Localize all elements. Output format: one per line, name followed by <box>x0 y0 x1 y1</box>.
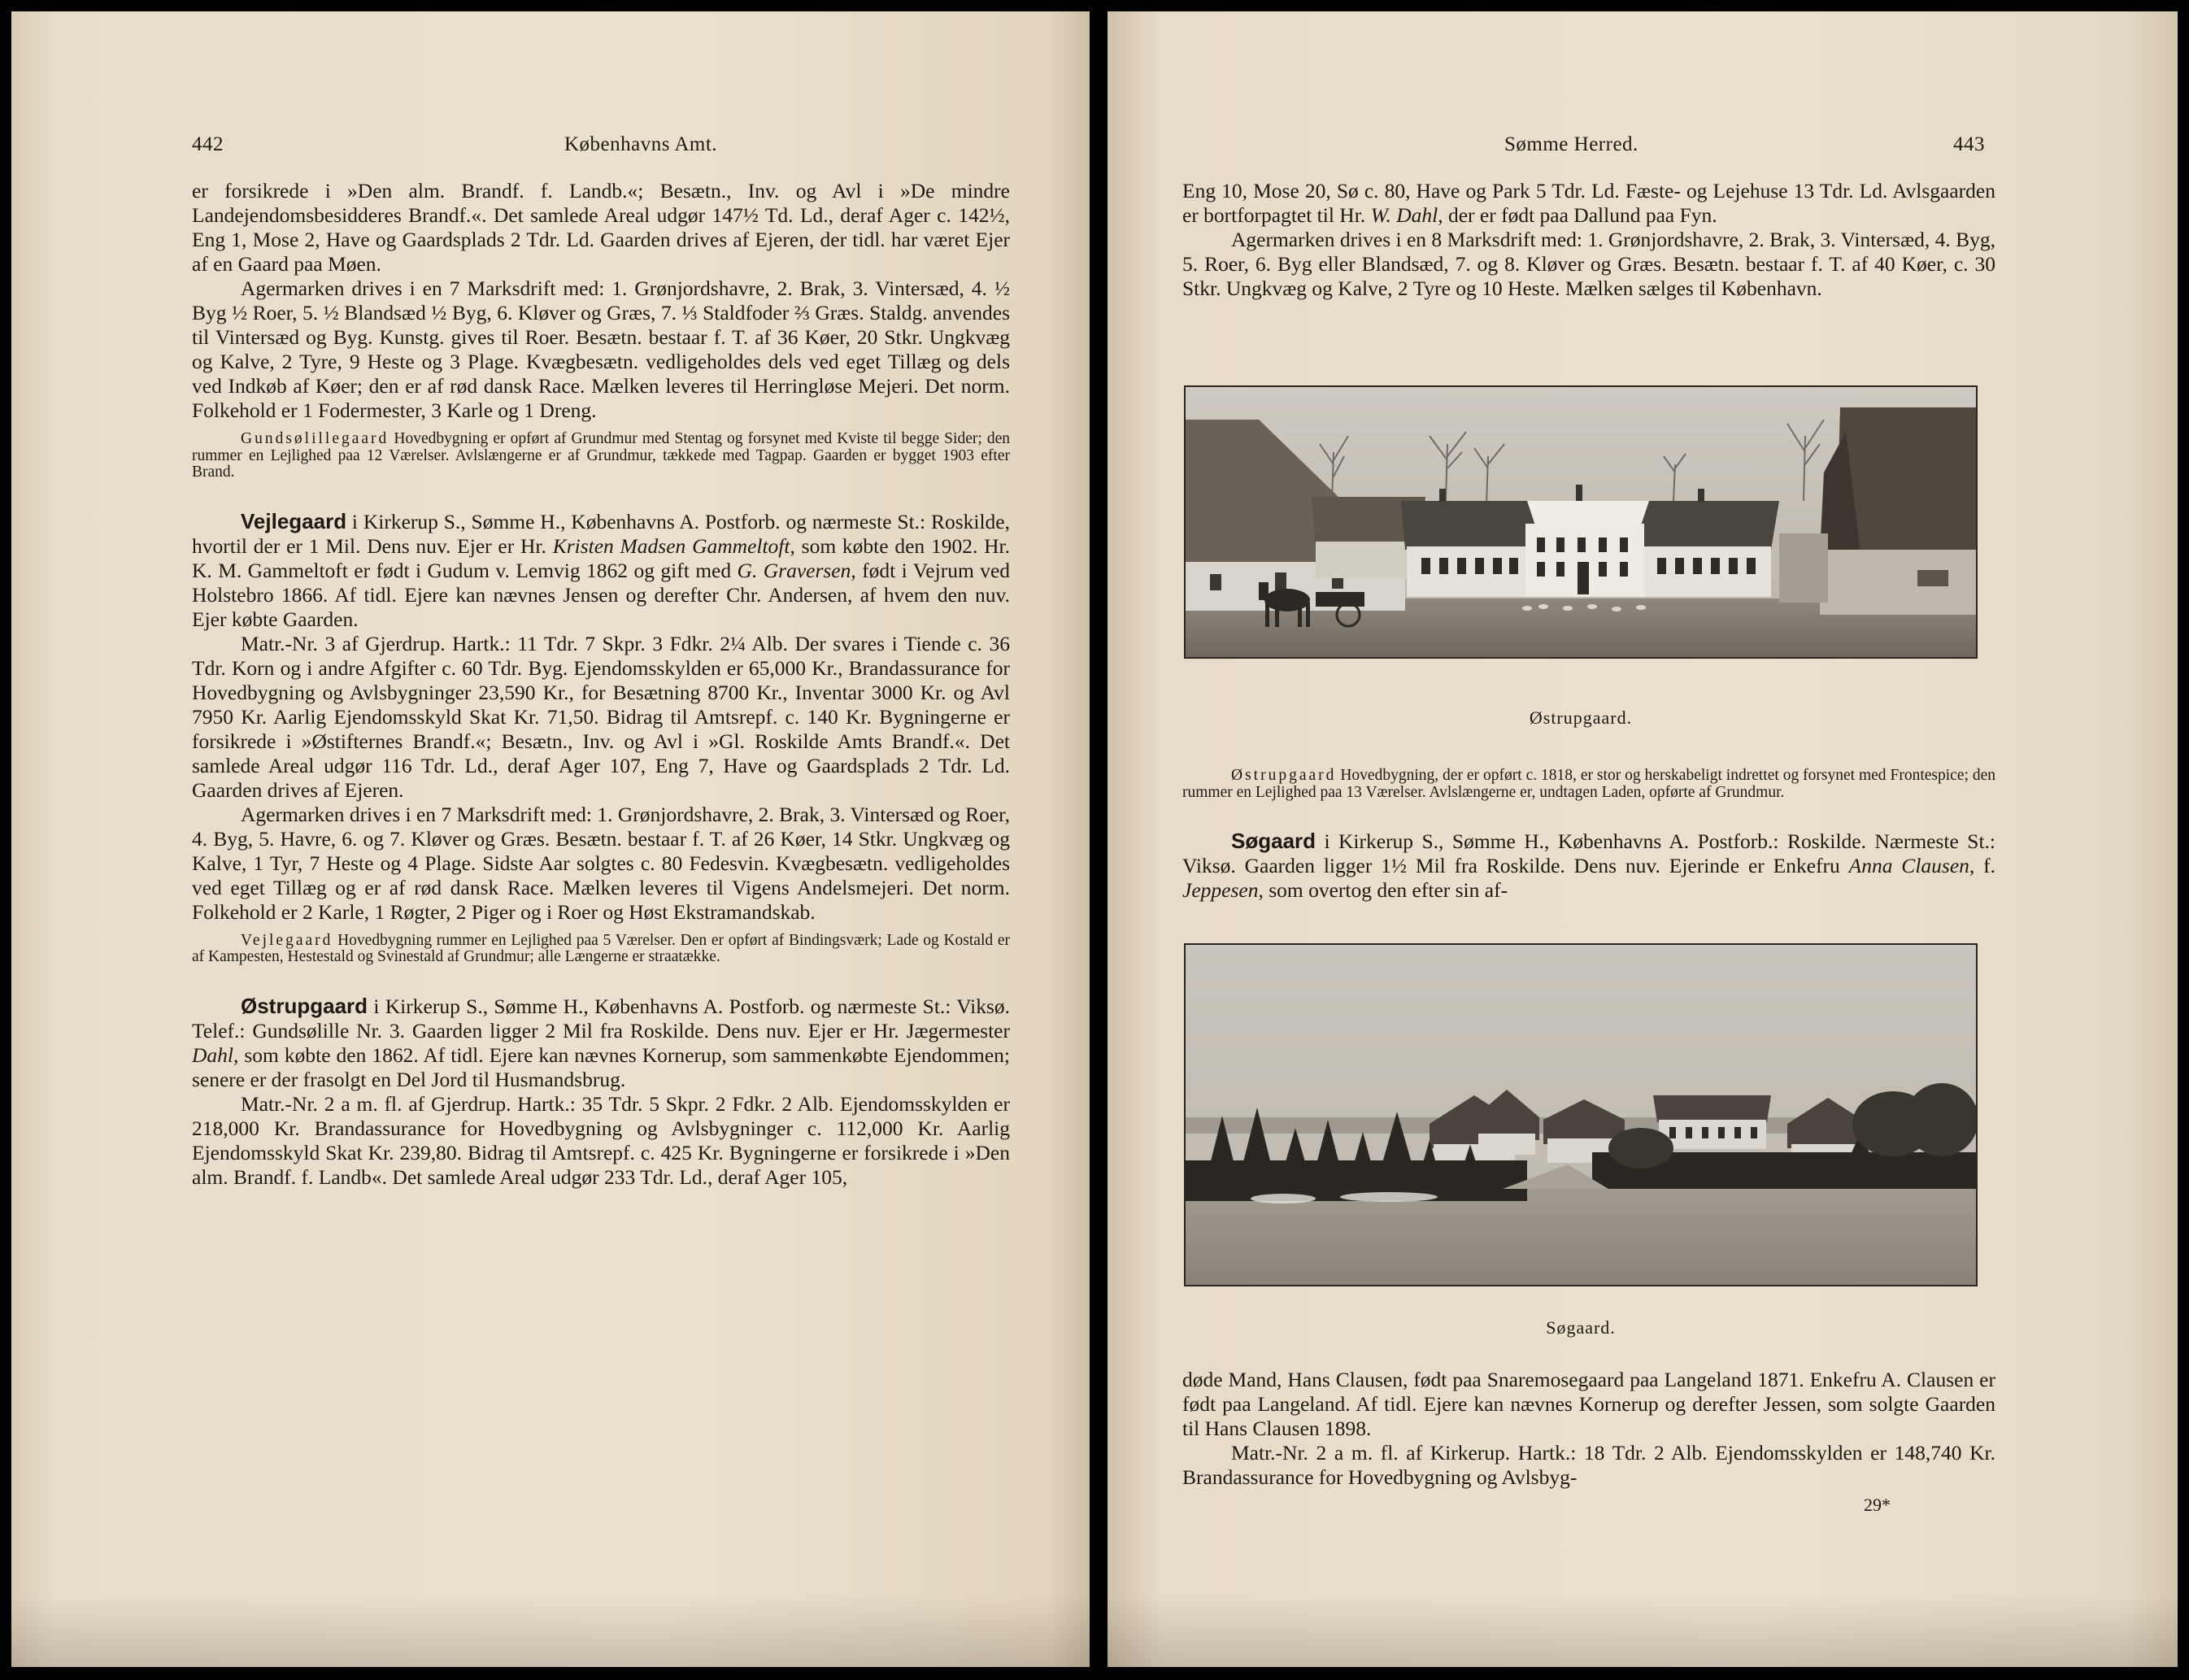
paragraph: Matr.-Nr. 2 a m. fl. af Gjerdrup. Hartk.: 35 Tdr. 5 Skpr. 2 Fdkr. 2 Alb. Ejendomsskylden er 218,000 Kr. Brandassurance for Hovedbygning og Avlsbygninger c. 112,000 Kr. Aarlig Ejendomsskyld Skat Kr. 239,80. Bidrag til Amtsrepf. c. 425 Kr. Bygningerne er forsikrede i »Den alm. Brandf. f. Landb«. Det samlede Areal udgør 233 Tdr. Ld., deraf Ager 105, <box>192 1091 1010 1189</box>
paragraph: Agermarken drives i en 7 Marksdrift med: 1. Grønjordshavre, 2. Brak, 3. Vintersæd og Roer, 4. Byg, 5. Havre, 6. og 7. Kløver og Græs. Besætn. bestaar f. T. af 26 Køer, 14 Stkr. Ungkvæg og Kalve, 1 Tyr, 7 Heste og 4 Plage. Sidste Aar solgtes c. 80 Fedesvin. Kvægbesætn. vedligeholdes ved eget Tillæg og er af rød dansk Race. Mælken leveres til Vigens Andelsmejeri. Det norm. Folkehold er 2 Karle, 1 Røgter, 2 Piger og i Roer og Høst Ekstramandskab. <box>192 802 1010 924</box>
owner-name: Dahl <box>192 1042 233 1067</box>
entry-text: i Kirkerup S., Sømme H., Københavns A. Postforb.: Roskilde. Nærmeste St.: Viksø. Gaarden ligger 1½ Mil fra Roskilde. Dens nuv. Ejerinde er Enkefru <box>1182 829 1995 877</box>
note-text: Hovedbygning rummer en Lejlighed paa 5 Værelser. Den er opført af Bindingsværk; Lade og Kostald er af Kampesten, Hestestald og Svinestald af Grundmur; alle Længerne er straatække. <box>192 931 1010 965</box>
owner-name: Kristen Madsen Gammeltoft <box>552 533 790 558</box>
building-note <box>192 933 1010 966</box>
paragraph: døde Mand, Hans Clausen, født paa Snaremosegaard paa Langeland 1871. Enkefru A. Clausen er født paa Langeland. Af tidl. Ejere kan nævnes Kornerup og derefter Jessen, som solgte Gaarden til Hans Clausen 1898. <box>1182 1368 1995 1440</box>
text: Eng 10, Mose 20, Sø c. 80, Have og Park 5 Tdr. Ld. Fæste- og Lejehuse 13 Tdr. Ld. Avlsgaarden er bortforpagtet til Hr. <box>1182 179 1995 227</box>
left-page <box>11 11 1090 1667</box>
photo-caption: Søgaard. <box>1546 1317 1616 1338</box>
photo-sogaard <box>1184 943 1978 1286</box>
photo-ostrupgaard <box>1184 385 1978 659</box>
farm-name: Vejlegaard <box>241 931 333 949</box>
note-text: Hovedbygning, der er opført c. 1818, er stor og herskabeligt indrettet og forsynet med Frontespice; den rummer en Lejlighed paa 13 Værelser. Avlslængerne er, undtagen Laden, opførte af Grundmur. <box>1182 767 1995 801</box>
entry-heading: Østrupgaard <box>241 993 368 1018</box>
owner-name: Anna Clausen <box>1848 854 1969 877</box>
entry-heading: Søgaard <box>1231 829 1316 853</box>
photo-caption: Østrupgaard. <box>1529 707 1633 728</box>
right-page <box>1108 11 2178 1667</box>
page-number: 442 <box>192 133 224 155</box>
running-head: Københavns Amt. <box>564 133 718 155</box>
page-number: 443 <box>1953 133 1985 155</box>
building-note <box>192 431 1010 481</box>
entry-heading: Vejlegaard <box>241 508 347 533</box>
farmyard-photo <box>1186 387 1976 657</box>
farm-name: Østrupgaard <box>1231 767 1337 784</box>
entry-text: i Kirkerup S., Sømme H., Københavns A. Postforb. og nærmeste St.: Roskilde, hvortil der er 1 Mil. Dens nuv. Ejer er Hr. <box>192 509 1010 558</box>
entry-text: , som købte den 1902. Hr. K. M. Gammeltoft er født i Gudum v. Lemvig 1862 og gift med <box>192 533 1010 582</box>
landscape-photo <box>1186 945 1976 1285</box>
entry-text: , som købte den 1862. Af tidl. Ejere kan nævnes Kornerup, som sammenkøbte Ejendommen; senere er der frasolgt en Del Jord til Husmandsbrug. <box>192 1042 1010 1091</box>
tenant-name: W. Dahl <box>1370 203 1438 227</box>
entry-text: i Kirkerup S., Sømme H., Københavns A. Postforb. og nærmeste St.: Viksø. Telef.: Gundsølille Nr. 3. Gaarden ligger 2 Mil fra Roskilde. Dens nuv. Ejer er Hr. Jægermester <box>192 994 1010 1042</box>
entry-text: , som overtog den efter sin af- <box>1258 878 1508 902</box>
paragraph: Agermarken drives i en 8 Marksdrift med: 1. Grønjordshavre, 2. Brak, 3. Vintersæd, 4. Byg, 5. Roer, 6. Byg eller Blandsæd, 7. og 8. Kløver og Græs. Besætn. bestaar f. T. af 40 Køer, c. 30 Stkr. Ungkvæg og Kalve, 2 Tyre og 10 Heste. Mælken sælges til København. <box>1182 228 1995 300</box>
farm-name: Gundsølillegaard <box>241 430 389 447</box>
paragraph: er forsikrede i »Den alm. Brandf. f. Landb.«; Besætn., Inv. og Avl i »De mindre Landejendomsbesidderes Brandf.«. Det samlede Areal udgør 147½ Td. Ld., deraf Ager c. 142½, Eng 1, Mose 2, Have og Gaardsplads 2 Tdr. Ld. Gaarden drives af Ejeren, der tidl. har været Ejer af en Gaard paa Møen. <box>192 179 1010 276</box>
right-text-column-bottom <box>1182 1368 1995 1490</box>
running-head: Sømme Herred. <box>1504 133 1638 155</box>
paragraph <box>1182 179 1995 228</box>
entry-text: , f. <box>1969 854 1996 877</box>
building-note <box>1182 768 1995 801</box>
right-text-column-mid <box>1182 759 1995 903</box>
wife-name: G. Graversen <box>737 558 851 582</box>
note-text: Hovedbygning er opført af Grundmur med Stentag og forsynet med Kviste til begge Sider; den rummer en Lejlighed paa 12 Værelser. Avlslængerne er af Grundmur, tækkede med Tagpap. Gaarden er bygget 1903 efter Brand. <box>192 430 1010 481</box>
signature-mark: 29* <box>1864 1495 1891 1515</box>
paragraph: Matr.-Nr. 2 a m. fl. af Kirkerup. Hartk.: 18 Tdr. 2 Alb. Ejendomsskylden er 148,740 Kr. Brandassurance for Hovedbygning og Avlsbyg- <box>1182 1441 1995 1489</box>
maiden-name: Jeppesen <box>1182 878 1259 902</box>
entry-text: , født i Vejrum ved Holstebro 1866. Af tidl. Ejere kan nævnes Jensen og derefter Chr. Andersen, af hvem den nuv. Ejer købte Gaarden. <box>192 558 1011 631</box>
entry-ostrupgaard <box>192 994 1010 1092</box>
paragraph: Matr.-Nr. 3 af Gjerdrup. Hartk.: 11 Tdr. 7 Skpr. 3 Fdkr. 2¼ Alb. Der svares i Tiende c. 36 Tdr. Korn og i andre Afgifter c. 60 Tdr. Byg. Ejendomsskylden er 65,000 Kr., Brandassurance for Hovedbygning og Avlsbygninger 23,590 Kr., for Besætning 8700 Kr., Inventar 3000 Kr. og Avl 7950 Kr. Aarlig Ejendomsskyld Skat Kr. 71,50. Bidrag til Amtsrepf. c. 140 Kr. Bygningerne er forsikrede i »Østifternes Brandf.«; Besætn., Inv. og Avl i »Gl. Roskilde Amts Brandf.«. Det samlede Areal udgør 116 Tdr. Ld., deraf Ager 107, Eng 7, Have og Gaardsplads 2 Tdr. Ld. Gaarden drives af Ejeren. <box>192 631 1010 802</box>
text: , der er født paa Dallund paa Fyn. <box>1438 203 1717 227</box>
left-text-column <box>192 179 1010 1190</box>
entry-vejlegaard <box>192 509 1010 632</box>
right-text-column-top <box>1182 179 1995 301</box>
paragraph: Agermarken drives i en 7 Marksdrift med: 1. Grønjordshavre, 2. Brak, 3. Vintersæd, 4. ½ Byg ½ Roer, 5. ½ Blandsæd ½ Byg, 6. Kløver og Græs, 7. ⅓ Staldfoder ⅔ Græs. Staldg. anvendes til Vintersæd og Byg. Kunstg. gives til Roer. Besætn. bestaar f. T. af 36 Køer, 20 Stkr. Ungkvæg og Kalve, 2 Tyre, 9 Heste og 3 Plage. Kvægbesætn. vedligeholdes dels ved eget Tillæg og dels ved Indkøb af Køer; den er af rød dansk Race. Mælken leveres til Herringløse Mejeri. Det norm. Folkehold er 1 Fodermester, 3 Karle og 1 Dreng. <box>192 276 1010 422</box>
entry-sogaard <box>1182 829 1995 903</box>
